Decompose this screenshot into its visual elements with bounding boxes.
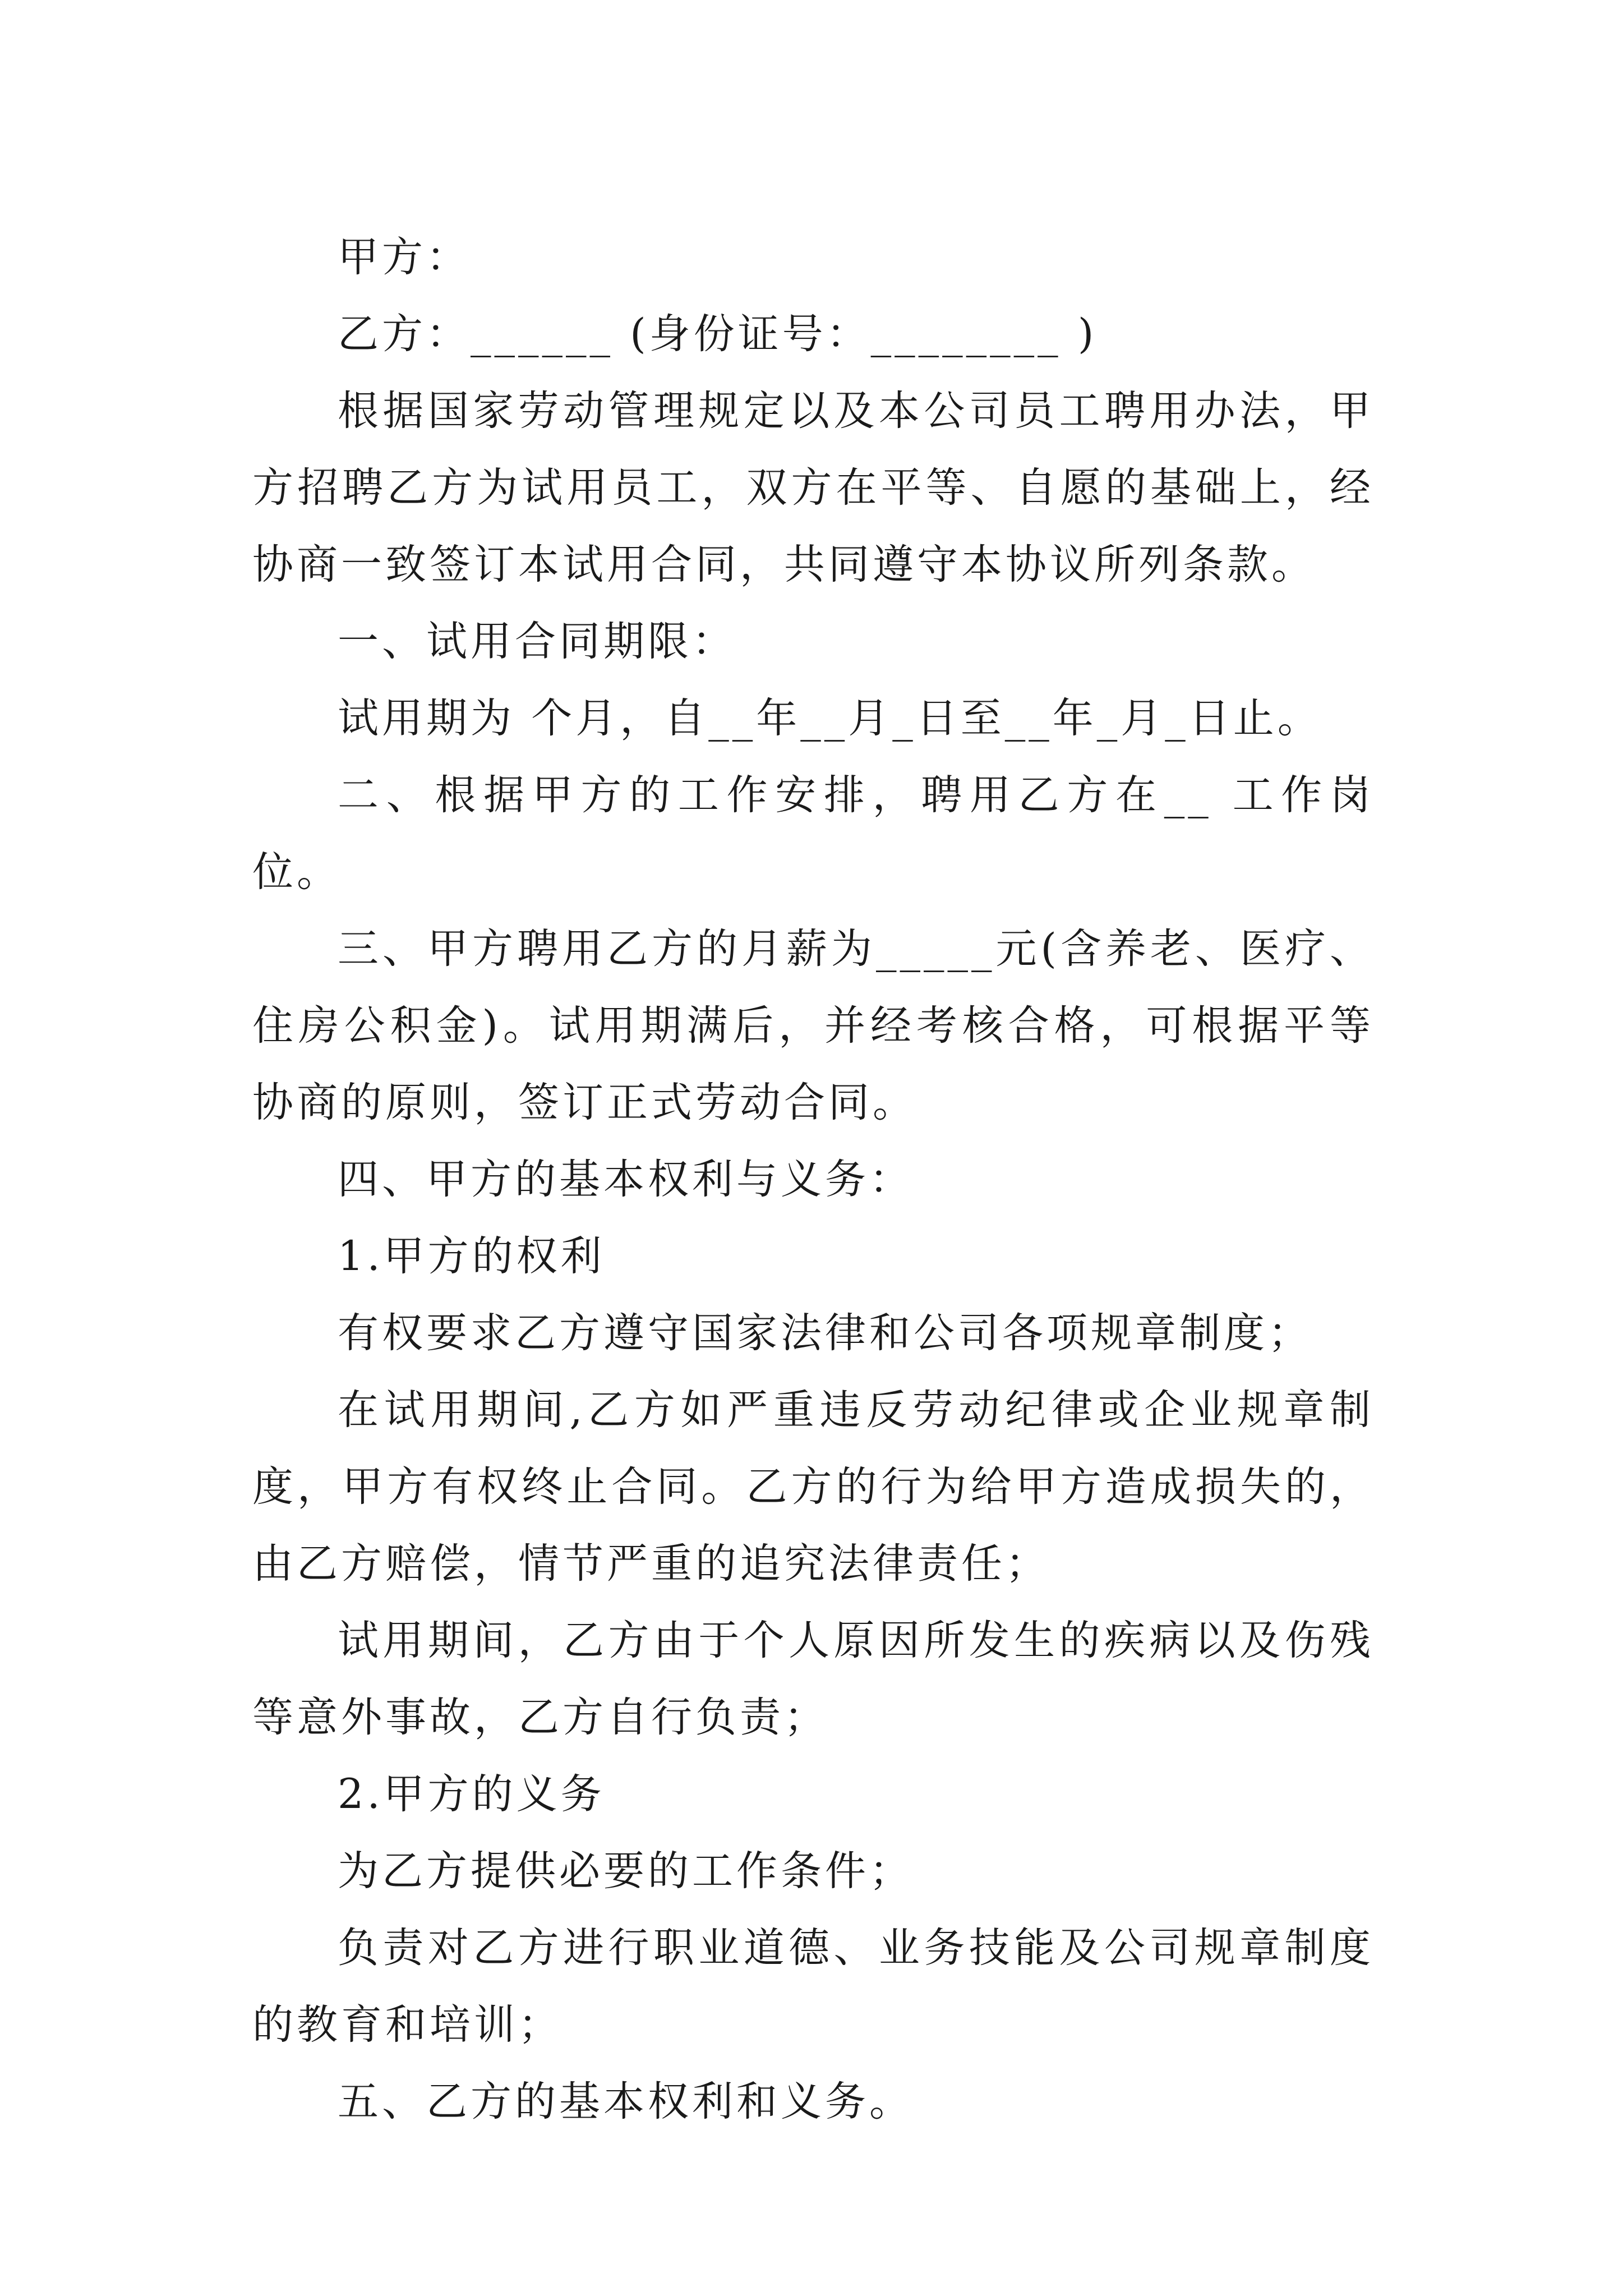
rights-paragraph-3: 试用期间，乙方由于个人原因所发生的疾病以及伤残等意外事故，乙方自行负责； xyxy=(252,1617,1374,1741)
rights-paragraph-2: 在试用期间,乙方如严重违反劳动纪律或企业规章制度，甲方有权终止合同。乙方的行为给甲方造成损失的，由乙方赔偿，情节严重的追究法律责任； xyxy=(252,1386,1374,1588)
party-a-line: 甲方： xyxy=(338,233,471,281)
section-3-paragraph: 三、甲方聘用乙方的月薪为_____元(含养老、医疗、住房公积金)。试用期满后，并经考核合格，可根据平等协商的原则，签订正式劳动合同。 xyxy=(252,925,1374,1126)
document-body xyxy=(252,219,1374,2140)
section-2-paragraph: 二、根据甲方的工作安排，聘用乙方在__ 工作岗位。 xyxy=(252,771,1374,896)
trial-period-paragraph: 试用期为 个月，自__年__月_日至__年_月_日止。 xyxy=(338,694,1322,742)
duties-paragraph-1: 为乙方提供必要的工作条件； xyxy=(338,1847,914,1895)
section-5-heading: 五、乙方的基本权利和义务。 xyxy=(338,2078,914,2125)
preamble-paragraph: 根据国家劳动管理规定以及本公司员工聘用办法，甲方招聘乙方为试用员工，双方在平等、自愿的基础上，经协商一致签订本试用合同，共同遵守本协议所列条款。 xyxy=(252,387,1374,588)
rights-paragraph-1: 有权要求乙方遵守国家法律和公司各项规章制度； xyxy=(338,1309,1312,1357)
party-a-duties-heading: 2.甲方的义务 xyxy=(338,1770,605,1818)
party-a-rights-heading: 1.甲方的权利 xyxy=(338,1232,605,1280)
party-b-line: 乙方：______ (身份证号：________ ) xyxy=(338,310,1098,358)
section-4-heading: 四、甲方的基本权利与义务： xyxy=(338,1156,914,1203)
section-1-heading: 一、试用合同期限： xyxy=(338,618,736,665)
duties-paragraph-2: 负责对乙方进行职业道德、业务技能及公司规章制度的教育和培训； xyxy=(252,1924,1374,2049)
